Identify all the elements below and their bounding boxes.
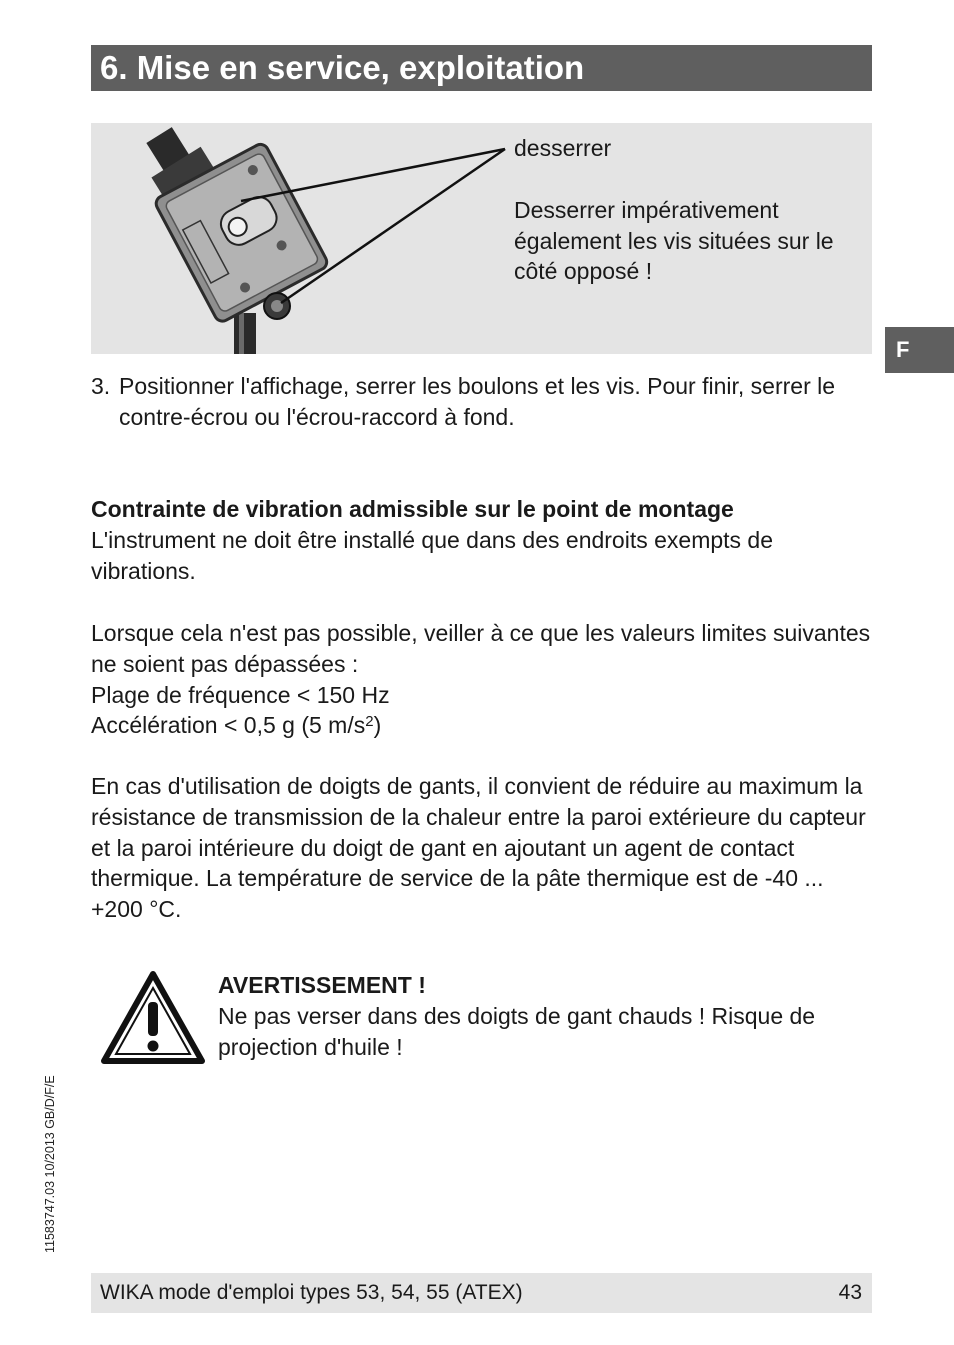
footer-title: WIKA mode d'emploi types 53, 54, 55 (ATEX): [100, 1281, 523, 1304]
acceleration-exponent: 2: [365, 713, 374, 731]
warning-title: AVERTISSEMENT !: [218, 972, 426, 998]
acceleration-text: Accélération < 0,5 g (5 m/s: [91, 712, 366, 739]
step-text: Positionner l'affichage, serrer les boulons et les vis. Pour finir, serrer le contre-écrou ou l'écrou-raccord à fond.: [119, 373, 836, 430]
document-reference: 11583747.03 10/2013 GB/D/F/E: [43, 1075, 57, 1253]
warning-block: [218, 970, 858, 1063]
step-number: 3.: [91, 373, 111, 399]
language-tab: F: [885, 327, 954, 373]
vibration-heading: Contrainte de vibration admissible sur le point de montage: [91, 496, 734, 522]
callout-label: desserrer: [514, 135, 612, 161]
vibration-paragraph-2: [91, 618, 876, 741]
callout-note: Desserrer impérativement également les vis situées sur le côté opposé !: [514, 197, 834, 284]
acceleration-limit: [91, 710, 876, 741]
vibration-paragraph-1: L'instrument ne doit être installé que dans des endroits exempts de vibrations.: [91, 527, 774, 584]
section-title: 6. Mise en service, exploitation: [91, 45, 872, 91]
page-number: 43: [838, 1281, 862, 1304]
thermowell-paragraph: En cas d'utilisation de doigts de gants, il convient de réduire au maximum la résistance de transmission de la chaleur entre la paroi extérieure du capteur et la paroi intérieure du doigt de gant en ajoutant un agent de contact thermique. La température de service de la pâte thermique est de -40 ... +200 °C.: [91, 773, 866, 923]
frequency-limit: Plage de fréquence < 150 Hz: [91, 681, 390, 708]
step-3: [91, 371, 876, 433]
limits-intro: Lorsque cela n'est pas possible, veiller à ce que les valeurs limites suivantes ne soient pas dépassées :: [91, 620, 871, 677]
acceleration-close: ): [373, 712, 382, 739]
instrument-figure: [91, 123, 872, 354]
warning-text: Ne pas verser dans des doigts de gant chauds ! Risque de projection d'huile !: [218, 1003, 816, 1060]
warning-triangle-icon: [100, 970, 206, 1066]
page-footer: [91, 1273, 872, 1313]
